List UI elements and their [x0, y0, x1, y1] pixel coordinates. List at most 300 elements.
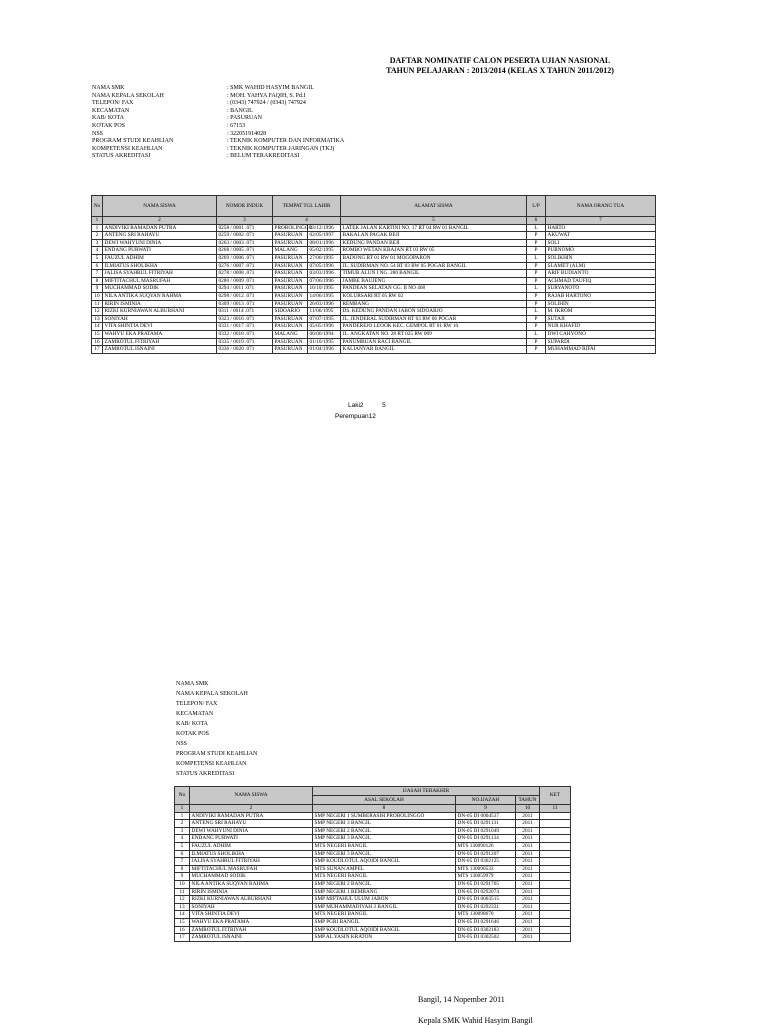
table-row: [92, 262, 656, 270]
cell-no: 3: [175, 827, 190, 835]
cell-nomor-induk: 0258 / 0001 .071: [217, 224, 273, 232]
student-table: [91, 195, 656, 354]
table-row: [92, 346, 656, 354]
table-row: [175, 812, 571, 820]
cell-orang-tua: M. IKROM: [546, 308, 656, 316]
cell-tempat-lahir: MALANG: [273, 330, 308, 338]
male-label: Laki2: [348, 402, 364, 409]
table-row: [175, 827, 571, 835]
header-ket: KET: [540, 787, 571, 805]
info-value: : TEKNIK KOMPUTER DAN INFORMATIKA: [227, 138, 345, 145]
cell-no: 11: [92, 300, 103, 308]
table-row: [92, 323, 656, 331]
colnum: 8: [313, 805, 456, 813]
cell-ket: [540, 842, 571, 850]
cell-nama-siswa: RIZKI KURNIAWAN ALBURHANI: [103, 308, 217, 316]
cell-tgl-lahir: 07/07/1995: [308, 315, 341, 323]
cell-tgl-lahir: 05/05/1996: [308, 323, 341, 331]
cell-tempat-lahir: PASURUAN: [273, 323, 308, 331]
cell-asal-sekolah: SMP NEGERI 3 BANGIL: [313, 835, 456, 843]
colnum: 6: [527, 217, 546, 225]
cell-no-ijazah: MTS 130059979: [456, 873, 516, 881]
signature-place-date: Bangil, 14 Nopember 2011: [418, 995, 505, 1004]
cell-orang-tua: SLAMET (ALM): [546, 262, 656, 270]
cell-alamat: KALIANYAR BANGIL: [341, 346, 527, 354]
table-row: [175, 888, 571, 896]
cell-tempat-lahir: PASURUAN: [273, 346, 308, 354]
info-label: TELEPON/ FAX: [176, 701, 218, 707]
cell-asal-sekolah: MTS NEGERI BANGIL: [313, 873, 456, 881]
cell-no-ijazah: MTS 130090533: [456, 865, 516, 873]
cell-alamat: TIMUR ALUN I NG. 280 BANGIL: [341, 270, 527, 278]
cell-tgl-lahir: 01/04/1996: [308, 346, 341, 354]
cell-alamat: JL. ANGKATAN NO. 28 RT 025 RW 009: [341, 330, 527, 338]
table-row: [92, 308, 656, 316]
cell-ket: [540, 827, 571, 835]
cell-tgl-lahir: 13/12/1996: [308, 224, 341, 232]
header-nama-siswa: NAMA SISWA: [190, 787, 313, 805]
cell-no-ijazah: DN-05 DI 0291131: [456, 820, 516, 828]
info-label: KOMPETENSI KEAHLIAN: [176, 761, 247, 767]
colnum: 10: [516, 805, 540, 813]
cell-tahun: 2011: [516, 827, 540, 835]
cell-nomor-induk: 0335 / 0019 .071: [217, 338, 273, 346]
cell-no-ijazah: DN-05 DI 0302502: [456, 934, 516, 942]
cell-no: 16: [175, 926, 190, 934]
table-row: [175, 926, 571, 934]
cell-no: 13: [175, 903, 190, 911]
cell-lp: P: [527, 232, 546, 240]
cell-tempat-lahir: PASURUAN: [273, 292, 308, 300]
cell-tahun: 2011: [516, 812, 540, 820]
table-row: [175, 880, 571, 888]
cell-tgl-lahir: 01/10/1995: [308, 338, 341, 346]
cell-tahun: 2011: [516, 903, 540, 911]
cell-no: 7: [92, 270, 103, 278]
info-label: KOMPETENSI KEAHLIAN: [92, 145, 163, 152]
cell-lp: L: [527, 224, 546, 232]
cell-no: 14: [92, 323, 103, 331]
colnum: 7: [546, 217, 656, 225]
cell-tahun: 2011: [516, 850, 540, 858]
cell-ket: [540, 896, 571, 904]
info-value: : (0343) 747924 / (0343) 747924: [227, 100, 306, 107]
cell-tempat-lahir: PASURUAN: [273, 338, 308, 346]
cell-asal-sekolah: SMP KOUDLOTUL AQOIDI BANGIL: [313, 858, 456, 866]
table-row: [175, 918, 571, 926]
cell-no-ijazah: DN-05 DI 0291646: [456, 918, 516, 926]
cell-nama-siswa: ANTENG SRI RAHAYU: [190, 820, 313, 828]
cell-nomor-induk: 0278 / 0008 .071: [217, 270, 273, 278]
cell-tgl-lahir: 07/05/1996: [308, 262, 341, 270]
cell-nama-siswa: MUCHAMMAD SODIK: [190, 873, 313, 881]
cell-tempat-lahir: PASURUAN: [273, 239, 308, 247]
cell-no: 10: [175, 880, 190, 888]
cell-tempat-lahir: PASURUAN: [273, 315, 308, 323]
cell-tahun: 2011: [516, 934, 540, 942]
cell-tgl-lahir: 26/03/1996: [308, 300, 341, 308]
cell-nomor-induk: 0311 / 0014 .071: [217, 308, 273, 316]
school-info: [92, 85, 492, 161]
cell-ket: [540, 820, 571, 828]
table-row: [175, 820, 571, 828]
colnum: 1: [92, 217, 103, 225]
title-line-2: TAHUN PELAJARAN : 2013/2014 (KELAS X TAHUN 2011/2012): [386, 66, 614, 75]
info-row: [92, 108, 492, 116]
cell-lp: P: [527, 262, 546, 270]
info-label: KOTAK POS: [176, 731, 210, 737]
cell-ket: [540, 888, 571, 896]
cell-nama-siswa: ENDANG PURWATI: [103, 247, 217, 255]
cell-nomor-induk: 0276 / 0007 .071: [217, 262, 273, 270]
cell-no-ijazah: DN-05 DI 0292074: [456, 888, 516, 896]
cell-no: 2: [175, 820, 190, 828]
info-label: PROGRAM STUDI KEAHLIAN: [176, 751, 258, 757]
info-label: TELEPON/ FAX: [92, 100, 134, 107]
cell-alamat: ROMBO WETAN KRAJAN RT 03 RW 05: [341, 247, 527, 255]
cell-no-ijazah: DN-05 DI 0003515: [456, 896, 516, 904]
cell-ket: [540, 835, 571, 843]
cell-tgl-lahir: 07/06/1996: [308, 277, 341, 285]
cell-ket: [540, 873, 571, 881]
cell-no: 12: [92, 308, 103, 316]
cell-orang-tua: PURNOMO: [546, 247, 656, 255]
cell-nomor-induk: 0294 / 0011 .071: [217, 285, 273, 293]
cell-alamat: BADONG RT 01 RW 01 MOGOPARON: [341, 254, 527, 262]
table-row: [175, 873, 571, 881]
cell-tahun: 2011: [516, 896, 540, 904]
cell-lp: P: [527, 323, 546, 331]
info-label: KAB/ KOTA: [92, 115, 125, 122]
cell-nama-siswa: SONIYAH: [190, 903, 313, 911]
cell-orang-tua: SOLI: [546, 239, 656, 247]
cell-asal-sekolah: SMP MUHAMMADIYAH 2 BANGIL: [313, 903, 456, 911]
cell-lp: P: [527, 346, 546, 354]
cell-no: 5: [175, 842, 190, 850]
cell-tempat-lahir: PASURUAN: [273, 262, 308, 270]
header-no-ijazah: NO.IJAZAH: [456, 796, 516, 805]
cell-asal-sekolah: MTS NEGERI BANGIL: [313, 911, 456, 919]
cell-asal-sekolah: SMP NEGERI 3 BANGIL: [313, 850, 456, 858]
info-value: : TEKNIK KOMPUTER JARINGAN (TKJ): [227, 145, 335, 152]
cell-no: 8: [175, 865, 190, 873]
cell-alamat: LATEK JALAN KARTINI NO. 17 RT 04 RW 01 BANGIL: [341, 224, 527, 232]
info-row: [92, 153, 492, 161]
cell-no-ijazah: DN-05 DI 0292331: [456, 903, 516, 911]
info-row: [92, 131, 492, 139]
table-row: [92, 292, 656, 300]
cell-tempat-lahir: PASURUAN: [273, 285, 308, 293]
cell-asal-sekolah: SMP NEGERI 2 BANGIL: [313, 880, 456, 888]
cell-nama-siswa: ANDIVIKI RAMADAN PUTRA: [103, 224, 217, 232]
info-row: [92, 138, 492, 146]
table-row: [175, 850, 571, 858]
cell-tahun: 2011: [516, 918, 540, 926]
cell-tempat-lahir: SIDOARJO: [273, 308, 308, 316]
info-label: NAMA SMK: [92, 85, 125, 91]
cell-orang-tua: SOLIKHIN: [546, 254, 656, 262]
cell-nomor-induk: 0331 / 0017 .071: [217, 323, 273, 331]
cell-ket: [540, 865, 571, 873]
cell-tahun: 2011: [516, 858, 540, 866]
cell-no: 12: [175, 896, 190, 904]
cell-no: 6: [92, 262, 103, 270]
cell-orang-tua: HARTO: [546, 224, 656, 232]
info-value: : MOH. YAHYA FAQIH, S. Pd.I: [227, 92, 306, 99]
info-value: : SMK WAHID HASYIM BANGIL: [227, 85, 314, 91]
cell-lp: P: [527, 247, 546, 255]
signature-position: Kepala SMK Wahid Hasyim Bangil: [418, 1016, 533, 1025]
cell-lp: L: [527, 308, 546, 316]
cell-orang-tua: MUHAMMAD RIFAI: [546, 346, 656, 354]
table-row: [92, 224, 656, 232]
cell-nama-siswa: ZAMROTUL FITRIYAH: [103, 338, 217, 346]
header-asal-sekolah: ASAL SEKOLAH: [313, 796, 456, 805]
colnum: 4: [273, 217, 341, 225]
cell-orang-tua: RAJAB HARTONO: [546, 292, 656, 300]
cell-alamat: JL. JENDERAL SUDIRMAN RT 03 RW 06 POGAR: [341, 315, 527, 323]
table-row: [175, 903, 571, 911]
cell-no: 17: [175, 934, 190, 942]
cell-orang-tua: ACHMAD TAUFIQ: [546, 277, 656, 285]
cell-orang-tua: DWI CAHYONO: [546, 330, 656, 338]
info-label: NAMA SMK: [176, 681, 209, 687]
cell-lp: L: [527, 330, 546, 338]
cell-asal-sekolah: SMP NEGERI 1 SUMBERASIH PROBOLINGGO: [313, 812, 456, 820]
cell-no-ijazah: DN-05 DI 0302183: [456, 926, 516, 934]
cell-lp: P: [527, 300, 546, 308]
cell-nama-siswa: MUCHAMMAD SODIK: [103, 285, 217, 293]
cell-no: 8: [92, 277, 103, 285]
colnum: 5: [341, 217, 527, 225]
cell-asal-sekolah: SMP NEGERI 2 BANGIL: [313, 827, 456, 835]
cell-alamat: KEDUNG PANDAN BEJI: [341, 239, 527, 247]
cell-no-ijazah: DN-05 DI 0291134: [456, 835, 516, 843]
female-count: 12: [368, 413, 376, 420]
cell-no-ijazah: DN-05 DI 0004537: [456, 812, 516, 820]
table-row: [92, 330, 656, 338]
cell-tahun: 2011: [516, 820, 540, 828]
cell-no: 1: [92, 224, 103, 232]
cell-lp: P: [527, 292, 546, 300]
cell-nomor-induk: 0298 / 0012 .071: [217, 292, 273, 300]
cell-nama-siswa: JALISA SYAHRUL FITRIYAH: [190, 858, 313, 866]
cell-no: 9: [175, 873, 190, 881]
cell-nama-siswa: NILA ANTIKA SUQYAN RAHMA: [103, 292, 217, 300]
cell-lp: P: [527, 338, 546, 346]
cell-tempat-lahir: PASURUAN: [273, 277, 308, 285]
info-value: : BANGIL: [227, 107, 253, 114]
cell-asal-sekolah: SMP AL YASIN KRATON: [313, 934, 456, 942]
cell-no: 17: [92, 346, 103, 354]
cell-nomor-induk: 0259 / 0002 .071: [217, 232, 273, 240]
cell-asal-sekolah: SMP MIFTAHUL ULUM JABON: [313, 896, 456, 904]
cell-nama-siswa: VITA SHINTIA DEVI: [103, 323, 217, 331]
cell-ket: [540, 903, 571, 911]
cell-no-ijazah: MTS 130098670: [456, 911, 516, 919]
summary-male: [348, 402, 386, 409]
cell-no: 9: [92, 285, 103, 293]
cell-orang-tua: AKUWAT: [546, 232, 656, 240]
ijasah-table: [174, 786, 571, 942]
school-info-2: [176, 681, 376, 781]
colnum: 9: [456, 805, 516, 813]
info-label: KAB/ KOTA: [176, 721, 209, 727]
info-label: NSS: [176, 741, 188, 747]
cell-ket: [540, 880, 571, 888]
cell-asal-sekolah: SMP KOUDLOTUL AQOIDI BANGIL: [313, 926, 456, 934]
cell-tahun: 2011: [516, 880, 540, 888]
info-label: NSS: [92, 130, 104, 137]
cell-orang-tua: SUPARDI: [546, 338, 656, 346]
table-row: [92, 247, 656, 255]
cell-alamat: KOLURSARI RT 05 RW 02: [341, 292, 527, 300]
cell-tahun: 2011: [516, 926, 540, 934]
cell-tahun: 2011: [516, 835, 540, 843]
cell-tempat-lahir: PASURUAN: [273, 270, 308, 278]
cell-nomor-induk: 0280 / 0009 .071: [217, 277, 273, 285]
cell-tahun: 2011: [516, 865, 540, 873]
cell-asal-sekolah: SMP NEGERI 3 BANGIL: [313, 820, 456, 828]
info-row: [92, 85, 492, 93]
male-count: 5: [382, 402, 386, 409]
header-nama-orang-tua: NAMA ORANG TUA: [546, 196, 656, 217]
colnum: 11: [540, 805, 571, 813]
header-ijasah-terakhir: IJASAH TERAKHIR: [313, 787, 540, 796]
colnum: 1: [175, 805, 190, 813]
cell-ket: [540, 926, 571, 934]
table-row: [175, 896, 571, 904]
cell-alamat: JAMBE BAUJENG: [341, 277, 527, 285]
cell-nama-siswa: ANTENG SRI RAHAYU: [103, 232, 217, 240]
cell-lp: L: [527, 254, 546, 262]
table-row: [175, 835, 571, 843]
table-row: [175, 842, 571, 850]
title-line-1: DAFTAR NOMINATIF CALON PESERTA UJIAN NASIONAL: [389, 56, 611, 65]
cell-no: 6: [175, 850, 190, 858]
cell-nomor-induk: 0269 / 0006 .071: [217, 254, 273, 262]
cell-nama-siswa: ZAMROTUL FITRIYAH: [190, 926, 313, 934]
cell-no: 4: [92, 247, 103, 255]
cell-tgl-lahir: 27/06/1995: [308, 254, 341, 262]
info-label: PROGRAM STUDI KEAHLIAN: [92, 138, 174, 145]
header-lp: L/P: [527, 196, 546, 217]
cell-nomor-induk: 0263 / 0003 .071: [217, 239, 273, 247]
cell-tgl-lahir: 05/02/1995: [308, 247, 341, 255]
cell-no-ijazah: MTS 130090126: [456, 842, 516, 850]
cell-nama-siswa: NILA ANTIKA SUQYAN RAHMA: [190, 880, 313, 888]
table-row: [92, 338, 656, 346]
cell-ket: [540, 812, 571, 820]
info-label: NAMA KEPALA SEKOLAH: [92, 92, 164, 99]
cell-nomor-induk: 0332 / 0018 .071: [217, 330, 273, 338]
table-row: [175, 865, 571, 873]
cell-nama-siswa: WAHYU EKA PRATAMA: [103, 330, 217, 338]
cell-nama-siswa: WAHYU EKA PRATAMA: [190, 918, 313, 926]
cell-alamat: PANDEAN SELATAN GG. II NO 468: [341, 285, 527, 293]
cell-tempat-lahir: PROBOLINGGO: [274, 224, 313, 231]
cell-asal-sekolah: SMP NEGERI 1 REMBANG: [313, 888, 456, 896]
cell-tahun: 2011: [516, 911, 540, 919]
summary-female: [335, 413, 376, 420]
info-row: [92, 100, 492, 108]
cell-nama-siswa: ILMIATUS SHOLIKHA: [190, 850, 313, 858]
cell-orang-tua: ARIF BUDIANTO: [546, 270, 656, 278]
info-row: [92, 146, 492, 154]
header-nama-siswa: NAMA SISWA: [103, 196, 217, 217]
colnum: 2: [190, 805, 313, 813]
cell-alamat: PANUMBUAN RACI BANGIL: [341, 338, 527, 346]
colnum: 3: [217, 217, 273, 225]
cell-no: 15: [92, 330, 103, 338]
cell-tgl-lahir: 03/03/1996: [308, 270, 341, 278]
cell-tempat-lahir: PASURUAN: [273, 232, 308, 240]
cell-alamat: PANDEREJO LEOOK KEC. GEMPOL RT 01 RW 10: [341, 323, 527, 331]
cell-ket: [540, 858, 571, 866]
cell-no: 16: [92, 338, 103, 346]
header-tempat-tgl-lahir: TEMPAT TGL LAHIR: [273, 196, 341, 217]
table-row: [92, 300, 656, 308]
cell-orang-tua: SUTAJI: [546, 315, 656, 323]
cell-nama-siswa: ILMIATUS SHOLIKHA: [103, 262, 217, 270]
cell-nama-siswa: VITA SHINTIA DEVI: [190, 911, 313, 919]
cell-alamat: BAKALAN PAGAK BEJI: [341, 232, 527, 240]
cell-ket: [540, 911, 571, 919]
cell-nomor-induk: 0268 / 0005 .071: [217, 247, 273, 255]
cell-nama-siswa: RIRIN ISMINIA: [103, 300, 217, 308]
cell-nama-siswa: MIFTITACHUL MASRUFAH: [190, 865, 313, 873]
cell-alamat: DS. KEDUNG PANDAN JABON SIDOARJO: [341, 308, 527, 316]
cell-orang-tua: NUR KHAFID: [546, 323, 656, 331]
cell-no: 5: [92, 254, 103, 262]
cell-tgl-lahir: 08/01/1996: [308, 239, 341, 247]
info-value: : 67153: [227, 122, 246, 129]
cell-nama-siswa: ENDANG PURWATI: [190, 835, 313, 843]
cell-nama-siswa: RIZKI KURNIAWAN ALBURHANI: [190, 896, 313, 904]
table-row: [92, 315, 656, 323]
cell-lp: P: [527, 239, 546, 247]
cell-tgl-lahir: 02/05/1997: [308, 232, 341, 240]
cell-tgl-lahir: 06/06/1994: [308, 330, 341, 338]
cell-asal-sekolah: SMP PGRI BANGIL: [313, 918, 456, 926]
header-alamat-siswa: ALAMAT SISWA: [341, 196, 527, 217]
cell-no: 4: [175, 835, 190, 843]
colnum: 2: [103, 217, 217, 225]
cell-tempat-lahir: PASURUAN: [273, 300, 308, 308]
info-row: [92, 123, 492, 131]
cell-orang-tua: SURYANOTO: [546, 285, 656, 293]
page-title: [300, 56, 700, 76]
table-row: [175, 858, 571, 866]
cell-lp: P: [527, 315, 546, 323]
cell-tgl-lahir: 11/06/1995: [308, 308, 341, 316]
cell-no: 7: [175, 858, 190, 866]
info-row: [92, 115, 492, 123]
cell-no-ijazah: DN-05 DI 0291207: [456, 850, 516, 858]
info-label: NAMA KEPALA SEKOLAH: [176, 691, 248, 697]
cell-lp: P: [527, 277, 546, 285]
cell-no-ijazah: DN-05 DI 0291705: [456, 880, 516, 888]
cell-asal-sekolah: MTS SUNAN AMPEL: [313, 865, 456, 873]
cell-nama-siswa: JALISA SYAHRUL FITRIYAH: [103, 270, 217, 278]
header-tahun: TAHUN: [516, 796, 540, 805]
header-nomor-induk: NOMOR INDUK: [217, 196, 273, 217]
table-row: [92, 232, 656, 240]
cell-no: 3: [92, 239, 103, 247]
table-row: [92, 277, 656, 285]
cell-tgl-lahir: 14/06/1995: [308, 292, 341, 300]
cell-nama-siswa: SONIYAH: [103, 315, 217, 323]
